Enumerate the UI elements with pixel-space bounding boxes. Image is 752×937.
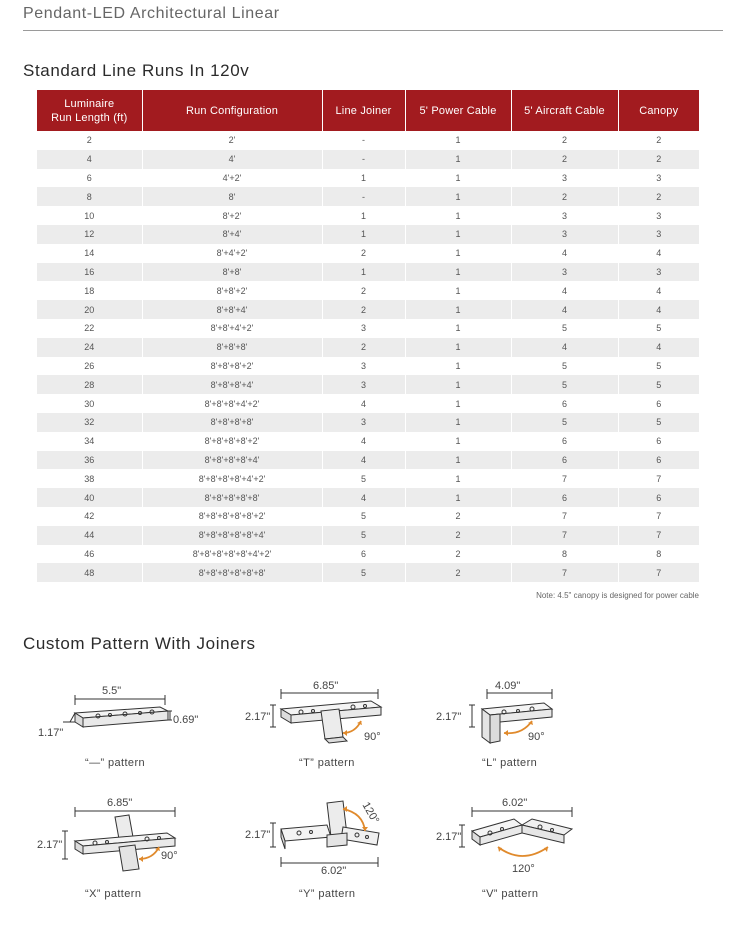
- cell-canopy: 6: [618, 488, 699, 507]
- x-pattern-caption: “X” pattern: [85, 888, 142, 900]
- v-pattern-figure: [432, 795, 622, 910]
- cell-line-joiner: 6: [322, 545, 405, 564]
- table-row: [37, 187, 699, 206]
- dash-depth-label: 1.17": [38, 727, 64, 739]
- cell-run-length: 4: [37, 150, 142, 169]
- cell-run-length: 24: [37, 338, 142, 357]
- cell-line-joiner: 4: [322, 394, 405, 413]
- cell-run-length: 28: [37, 375, 142, 394]
- cell-aircraft-cable: 5: [511, 357, 618, 376]
- cell-run-configuration: 8'+4'+2': [142, 244, 322, 263]
- cell-aircraft-cable: 7: [511, 507, 618, 526]
- x-angle-label: 90°: [161, 850, 178, 862]
- standard-runs-table: [37, 90, 699, 582]
- cell-run-configuration: 8'+8'+8'+8': [142, 413, 322, 432]
- cell-aircraft-cable: 7: [511, 526, 618, 545]
- t-pattern-caption: “T” pattern: [299, 757, 355, 769]
- t-angle-label: 90°: [364, 731, 381, 743]
- cell-aircraft-cable: 5: [511, 375, 618, 394]
- cell-run-configuration: 4': [142, 150, 322, 169]
- cell-run-length: 8: [37, 187, 142, 206]
- table-row: [37, 488, 699, 507]
- cell-run-length: 18: [84, 285, 95, 296]
- table-row: [37, 225, 699, 244]
- cell-power-cable: 1: [405, 488, 511, 507]
- cell-run-length: 30: [84, 398, 95, 409]
- table-row: [37, 263, 699, 282]
- cell-power-cable: 1: [405, 263, 511, 282]
- cell-aircraft-cable: 6: [511, 488, 618, 507]
- cell-power-cable: 2: [405, 563, 511, 582]
- cell-line-joiner: 2: [322, 300, 405, 319]
- cell-power-cable: 1: [405, 469, 511, 488]
- cell-canopy: 4: [618, 338, 699, 357]
- cell-run-configuration: 8'+8'+8'+8'+8'+8': [142, 563, 322, 582]
- cell-aircraft-cable: 2: [511, 131, 618, 150]
- v-angle-label: 120°: [512, 863, 535, 875]
- cell-run-length: 26: [84, 360, 95, 371]
- cell-power-cable: 1: [405, 375, 511, 394]
- cell-run-length: 48: [37, 563, 142, 582]
- y-angle-label: 120°: [359, 800, 382, 826]
- cell-aircraft-cable: 5: [511, 413, 618, 432]
- cell-run-length: 2: [86, 135, 92, 146]
- table-row: [37, 244, 699, 263]
- v-pattern-caption: “V” pattern: [482, 888, 539, 900]
- cell-canopy: 3: [618, 169, 699, 188]
- cell-line-joiner: 3: [322, 413, 405, 432]
- cell-canopy: 7: [618, 507, 699, 526]
- cell-canopy: 4: [618, 281, 699, 300]
- cell-power-cable: 2: [405, 526, 511, 545]
- cell-run-configuration: 8'+8'+4'+2': [142, 319, 322, 338]
- table-row: [37, 319, 699, 338]
- cell-run-length: 32: [37, 413, 142, 432]
- cell-run-length: 10: [84, 210, 95, 221]
- cell-canopy: 6: [618, 432, 699, 451]
- cell-power-cable: 1: [405, 432, 511, 451]
- cell-run-configuration: 8'+8'+8'+8'+4': [142, 451, 322, 470]
- cell-aircraft-cable: 3: [511, 225, 618, 244]
- col-header-run-configuration: Run Configuration: [142, 90, 322, 131]
- table-row: [37, 526, 699, 545]
- cell-aircraft-cable: 3: [511, 206, 618, 225]
- cell-aircraft-cable: 6: [511, 394, 618, 413]
- cell-run-length: 22: [84, 323, 95, 334]
- cell-aircraft-cable: 5: [511, 319, 618, 338]
- cell-run-configuration: 2': [142, 131, 322, 150]
- cell-run-length: 20: [37, 300, 142, 319]
- cell-canopy: 8: [618, 545, 699, 564]
- section-title-standard-runs: Standard Line Runs In 120v: [23, 61, 250, 80]
- cell-run-length: 44: [37, 526, 142, 545]
- document-title: Pendant-LED Architectural Linear: [23, 5, 280, 22]
- cell-run-configuration: 8'+8'+4': [142, 300, 322, 319]
- cell-power-cable: 1: [405, 300, 511, 319]
- cell-canopy: 2: [618, 187, 699, 206]
- cell-power-cable: 1: [405, 394, 511, 413]
- cell-run-length: 12: [37, 225, 142, 244]
- cell-power-cable: 1: [405, 206, 511, 225]
- cell-line-joiner: 3: [322, 319, 405, 338]
- cell-line-joiner: 2: [322, 281, 405, 300]
- cell-aircraft-cable: 4: [511, 281, 618, 300]
- cell-power-cable: 1: [405, 131, 511, 150]
- cell-line-joiner: 2: [322, 244, 405, 263]
- cell-canopy: 3: [618, 206, 699, 225]
- cell-canopy: 6: [618, 394, 699, 413]
- table-header-row: [37, 90, 699, 131]
- table-row: [37, 469, 699, 488]
- cell-run-configuration: 8'+2': [142, 206, 322, 225]
- cell-line-joiner: 3: [322, 357, 405, 376]
- cell-line-joiner: 2: [322, 338, 405, 357]
- cell-aircraft-cable: 4: [511, 300, 618, 319]
- col-header-power-cable: 5' Power Cable: [405, 90, 511, 131]
- cell-run-configuration: 8'+8'+2': [142, 281, 322, 300]
- cell-aircraft-cable: 2: [511, 150, 618, 169]
- cell-line-joiner: 5: [322, 507, 405, 526]
- cell-power-cable: 1: [405, 338, 511, 357]
- cell-run-configuration: 8'+8'+8'+8'+4'+2': [142, 469, 322, 488]
- cell-canopy: 4: [618, 300, 699, 319]
- cell-line-joiner: -: [322, 131, 405, 150]
- cell-aircraft-cable: 6: [511, 451, 618, 470]
- cell-run-configuration: 8'+8'+8'+8'+8'+4': [142, 526, 322, 545]
- cell-canopy: 7: [618, 563, 699, 582]
- cell-run-configuration: 8'+8'+8'+8'+8': [142, 488, 322, 507]
- cell-run-configuration: 8'+8'+8'+4'+2': [142, 394, 322, 413]
- cell-power-cable: 2: [405, 545, 511, 564]
- cell-line-joiner: 1: [322, 263, 405, 282]
- cell-power-cable: 1: [405, 357, 511, 376]
- cell-run-configuration: 8': [142, 187, 322, 206]
- col-header-run-length: [37, 90, 142, 131]
- cell-power-cable: 1: [405, 150, 511, 169]
- cell-canopy: 5: [618, 357, 699, 376]
- table-row: [37, 563, 699, 582]
- cell-power-cable: 1: [405, 413, 511, 432]
- table-row: [37, 451, 699, 470]
- cell-aircraft-cable: 3: [511, 263, 618, 282]
- col-header-line-joiner: Line Joiner: [322, 90, 405, 131]
- cell-run-configuration: 8'+8'+8'+8'+2': [142, 432, 322, 451]
- l-angle-label: 90°: [528, 731, 545, 743]
- table-row: [37, 281, 699, 300]
- cell-run-length: 14: [84, 248, 95, 259]
- cell-run-configuration: 8'+8'+8'+2': [142, 357, 322, 376]
- table-row: [37, 206, 699, 225]
- col-header-run-length-line1: Luminaire: [64, 97, 115, 110]
- table-row: [37, 338, 699, 357]
- cell-aircraft-cable: 7: [511, 563, 618, 582]
- table-row: [37, 300, 699, 319]
- cell-line-joiner: 1: [322, 169, 405, 188]
- cell-power-cable: 1: [405, 225, 511, 244]
- cell-line-joiner: -: [322, 187, 405, 206]
- cell-line-joiner: -: [322, 150, 405, 169]
- col-header-canopy: Canopy: [618, 90, 699, 131]
- t-pattern-figure: [243, 675, 433, 790]
- cell-line-joiner: 5: [322, 526, 405, 545]
- t-height-label: 2.17": [245, 711, 271, 723]
- cell-power-cable: 1: [405, 169, 511, 188]
- l-height-label: 2.17": [436, 711, 462, 723]
- table-row: [37, 150, 699, 169]
- cell-power-cable: 1: [405, 281, 511, 300]
- y-width-label: 6.02": [321, 865, 347, 877]
- cell-aircraft-cable: 7: [511, 469, 618, 488]
- cell-run-configuration: 8'+4': [142, 225, 322, 244]
- title-divider: [23, 30, 723, 31]
- table-row: [37, 375, 699, 394]
- cell-run-configuration: 8'+8': [142, 263, 322, 282]
- cell-aircraft-cable: 8: [511, 545, 618, 564]
- y-pattern-figure: [243, 795, 433, 910]
- cell-line-joiner: 1: [322, 225, 405, 244]
- cell-canopy: 5: [618, 375, 699, 394]
- v-height-label: 2.17": [436, 831, 462, 843]
- y-pattern-caption: “Y” pattern: [299, 888, 356, 900]
- cell-aircraft-cable: 4: [511, 338, 618, 357]
- cell-aircraft-cable: 3: [511, 169, 618, 188]
- l-pattern-figure: [432, 675, 622, 790]
- cell-aircraft-cable: 4: [511, 244, 618, 263]
- cell-line-joiner: 1: [322, 206, 405, 225]
- cell-run-length: 42: [84, 511, 95, 522]
- table-row: [37, 357, 699, 376]
- t-width-label: 6.85": [313, 680, 339, 692]
- cell-canopy: 7: [618, 469, 699, 488]
- cell-canopy: 4: [618, 244, 699, 263]
- l-pattern-caption: “L” pattern: [482, 757, 538, 769]
- cell-power-cable: 2: [405, 507, 511, 526]
- table-row: [37, 432, 699, 451]
- cell-run-length: 40: [37, 488, 142, 507]
- cell-run-configuration: 8'+8'+8'+4': [142, 375, 322, 394]
- section-title-custom-patterns: Custom Pattern With Joiners: [23, 634, 256, 653]
- cell-run-configuration: 8'+8'+8'+8'+8'+2': [142, 507, 322, 526]
- table-row: [37, 413, 699, 432]
- dash-width-label: 5.5": [102, 685, 122, 697]
- cell-run-length: 46: [84, 548, 95, 559]
- v-width-label: 6.02": [502, 797, 528, 809]
- cell-run-length: 16: [37, 263, 142, 282]
- cell-run-configuration: 8'+8'+8': [142, 338, 322, 357]
- x-pattern-figure: [35, 795, 225, 910]
- table-note: Note: 4.5" canopy is designed for power cable: [536, 591, 699, 600]
- dash-pattern-caption: “—” pattern: [85, 757, 146, 769]
- cell-run-length: 38: [84, 473, 95, 484]
- dash-height-label: 0.69": [173, 714, 199, 726]
- cell-power-cable: 1: [405, 451, 511, 470]
- cell-line-joiner: 4: [322, 488, 405, 507]
- cell-canopy: 5: [618, 413, 699, 432]
- cell-run-configuration: 8'+8'+8'+8'+8'+4'+2': [142, 545, 322, 564]
- y-height-label: 2.17": [245, 829, 271, 841]
- cell-canopy: 2: [618, 150, 699, 169]
- cell-run-length: 36: [37, 451, 142, 470]
- x-width-label: 6.85": [107, 797, 133, 809]
- table-row: [37, 169, 699, 188]
- cell-line-joiner: 4: [322, 451, 405, 470]
- cell-power-cable: 1: [405, 319, 511, 338]
- table-row: [37, 394, 699, 413]
- cell-canopy: 3: [618, 225, 699, 244]
- cell-line-joiner: 3: [322, 375, 405, 394]
- cell-run-length: 6: [86, 172, 92, 183]
- table-row: [37, 545, 699, 564]
- cell-line-joiner: 4: [322, 432, 405, 451]
- cell-canopy: 2: [618, 131, 699, 150]
- cell-canopy: 3: [618, 263, 699, 282]
- dash-pattern-figure: [30, 680, 220, 795]
- cell-run-length: 34: [84, 436, 95, 447]
- col-header-aircraft-cable: 5' Aircraft Cable: [511, 90, 618, 131]
- cell-aircraft-cable: 6: [511, 432, 618, 451]
- cell-aircraft-cable: 2: [511, 187, 618, 206]
- cell-line-joiner: 5: [322, 469, 405, 488]
- cell-run-configuration: 4'+2': [142, 169, 322, 188]
- cell-canopy: 7: [618, 526, 699, 545]
- table-row: [37, 131, 699, 150]
- x-height-label: 2.17": [37, 839, 63, 851]
- table-row: [37, 507, 699, 526]
- cell-line-joiner: 5: [322, 563, 405, 582]
- l-width-label: 4.09": [495, 680, 521, 692]
- cell-canopy: 6: [618, 451, 699, 470]
- col-header-run-length-line2: Run Length (ft): [51, 111, 128, 124]
- cell-power-cable: 1: [405, 244, 511, 263]
- cell-canopy: 5: [618, 319, 699, 338]
- cell-power-cable: 1: [405, 187, 511, 206]
